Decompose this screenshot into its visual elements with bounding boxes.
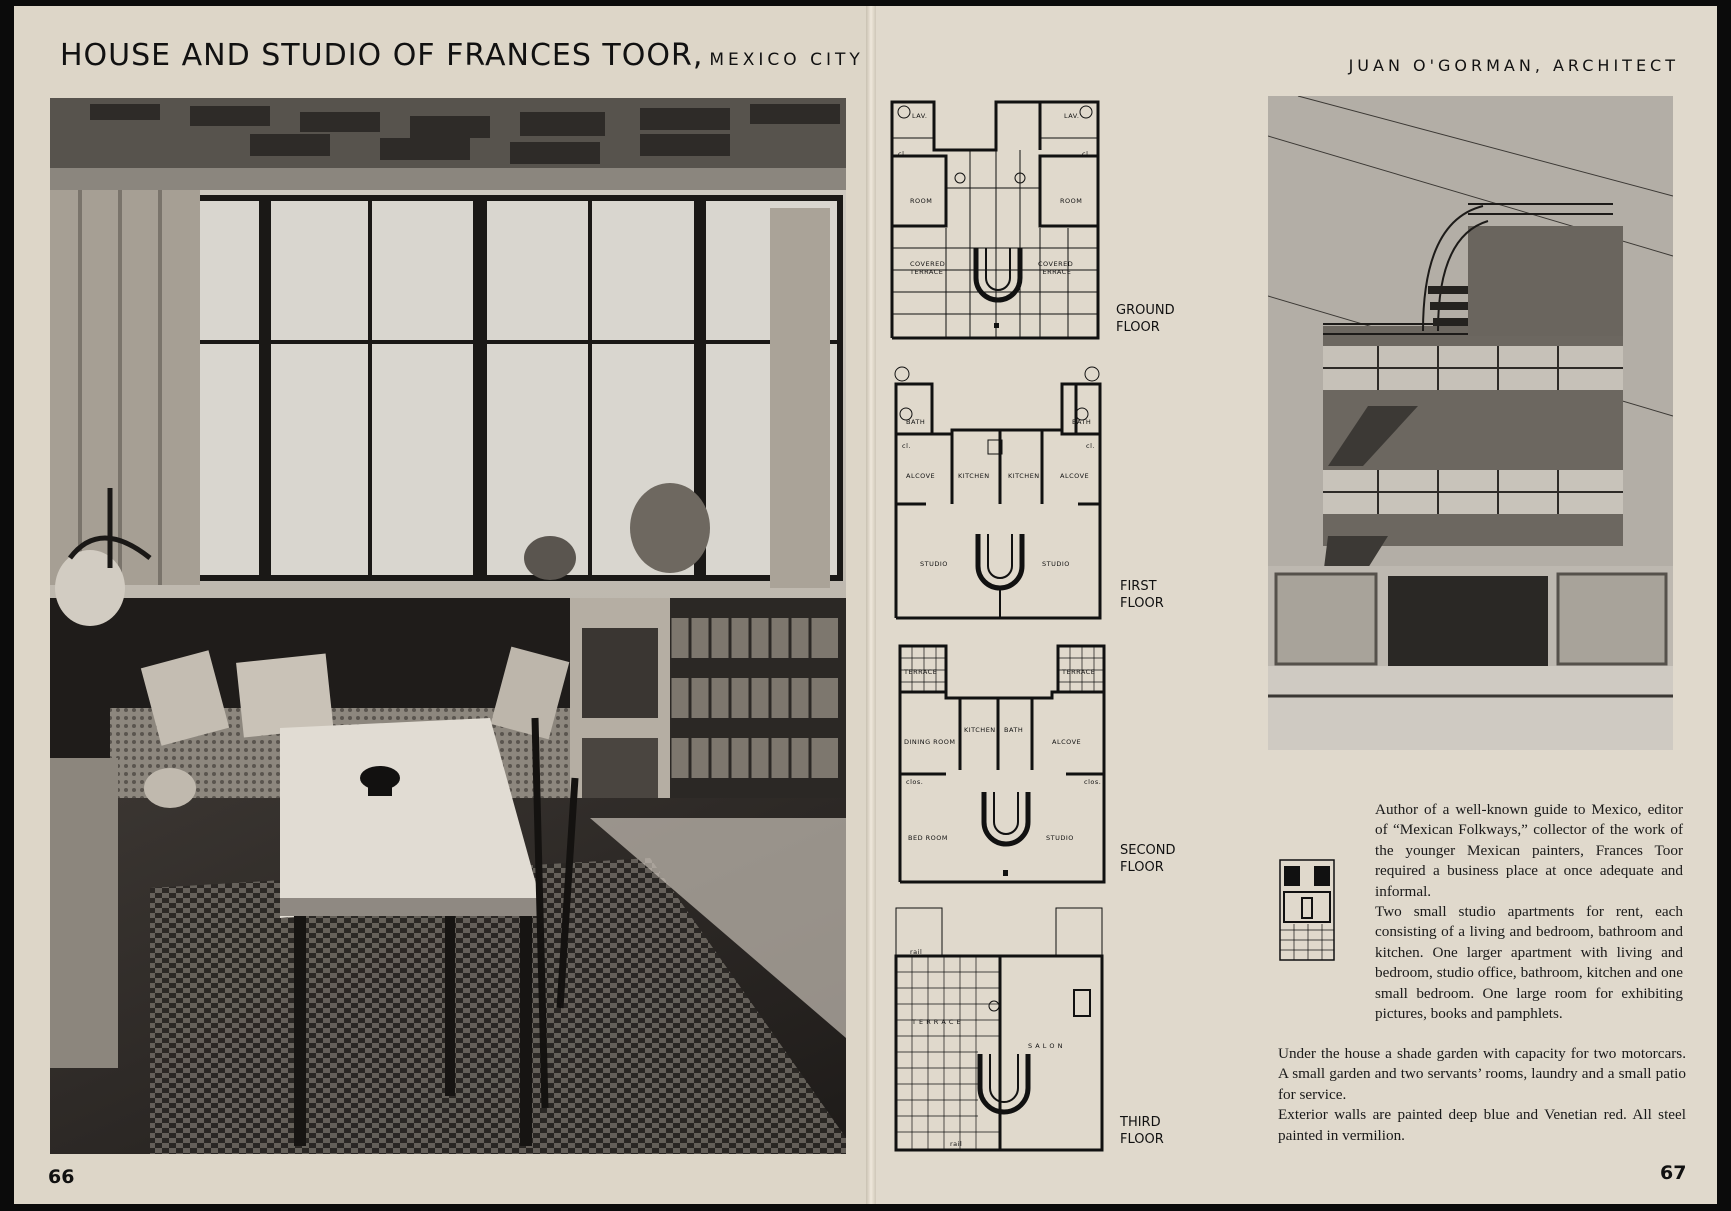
- plan-label-line1: FIRST: [1120, 579, 1157, 594]
- third-floor-plan: [890, 906, 1120, 1148]
- room-label: TERRACE: [1062, 668, 1096, 676]
- plan-label-line2: FLOOR: [1116, 320, 1160, 335]
- room-label: LAV.: [912, 112, 928, 120]
- plan-label-line2: FLOOR: [1120, 596, 1164, 611]
- room-label: STUDIO: [1046, 834, 1074, 842]
- room-label: clos.: [906, 778, 924, 786]
- room-label: BATH: [1072, 418, 1092, 426]
- page-number-left: 66: [48, 1166, 75, 1188]
- room-label: cl.: [1086, 442, 1095, 450]
- room-label: KITCHEN: [958, 472, 990, 480]
- room-label: ROOM: [910, 197, 933, 205]
- third-floor-label: [1120, 1114, 1210, 1148]
- room-label: LAV.: [1064, 112, 1080, 120]
- room-label: BATH: [906, 418, 926, 426]
- room-label: BED ROOM: [908, 834, 948, 842]
- description-paragraph: Under the house a shade garden with capacity for two motorcars. A small garden and two servants’ rooms, laundry and a small patio for service.: [1278, 1045, 1686, 1103]
- title-location: MEXICO CITY: [709, 50, 864, 70]
- description-paragraph: Two small studio apartments for rent, each consisting of a living and bedroom, bathroom and kitchen. One larger apartment with living and bedroom, studio office, bathroom, kitchen and one small bedroom. One large room for exhibiting pictures, books and pamphlets.: [1375, 903, 1683, 1023]
- first-floor-plan: [890, 364, 1120, 606]
- room-label: DINING ROOM: [904, 738, 956, 746]
- room-label: rail: [910, 948, 923, 956]
- room-label: STUDIO: [1042, 560, 1070, 568]
- room-label: S A L O N: [1028, 1042, 1063, 1050]
- interior-photo: [50, 98, 846, 1154]
- page-number-right: 67: [1660, 1162, 1687, 1184]
- room-label: COVERED: [1038, 260, 1074, 268]
- description-details: [1278, 1044, 1686, 1146]
- architect-credit: JUAN O'GORMAN, ARCHITECT: [1348, 56, 1679, 75]
- room-label: COVERED: [910, 260, 946, 268]
- room-label: cl.: [898, 150, 907, 158]
- plan-label-line1: THIRD: [1120, 1115, 1161, 1130]
- description-intro: [1375, 800, 1683, 1024]
- description-paragraph: Author of a well-known guide to Mexico, editor of “Mexican Folkways,” collector of the work of the younger Mexican painters, Frances Toor required a business place at once adequate and informal.: [1375, 801, 1683, 900]
- room-label: ROOM: [1060, 197, 1083, 205]
- room-label: cl.: [902, 442, 911, 450]
- room-label: clos.: [1084, 778, 1102, 786]
- room-label: T E R R A C E: [912, 1018, 962, 1026]
- room-label: TERRACE: [910, 268, 944, 276]
- article-title: [60, 38, 864, 73]
- plan-label-line1: GROUND: [1116, 303, 1175, 318]
- room-label: STUDIO: [920, 560, 948, 568]
- room-label: TERRACE: [904, 668, 938, 676]
- first-floor-label: [1120, 578, 1210, 612]
- second-floor-plan: [890, 644, 1120, 886]
- title-main: HOUSE AND STUDIO OF FRANCES TOOR,: [60, 38, 704, 73]
- room-label: TERRACE: [1038, 268, 1072, 276]
- plan-label-line2: FLOOR: [1120, 1132, 1164, 1147]
- plan-label-line2: FLOOR: [1120, 860, 1164, 875]
- exterior-photo: [1268, 96, 1673, 750]
- site-plan-thumbnail: [1278, 858, 1336, 962]
- room-label: KITCHEN: [1008, 472, 1040, 480]
- room-label: cl.: [1082, 150, 1091, 158]
- room-label: ALCOVE: [1060, 472, 1090, 480]
- description-paragraph: Exterior walls are painted deep blue and Venetian red. All steel painted in vermilion.: [1278, 1106, 1686, 1144]
- room-label: ALCOVE: [906, 472, 936, 480]
- room-label: KITCHEN: [964, 726, 996, 734]
- ground-floor-label: [1116, 302, 1206, 336]
- ground-floor-plan: [890, 98, 1120, 340]
- room-label: BATH: [1004, 726, 1024, 734]
- page-gutter: [866, 6, 876, 1204]
- room-label: rail: [950, 1140, 963, 1148]
- second-floor-label: [1120, 842, 1210, 876]
- room-label: ALCOVE: [1052, 738, 1082, 746]
- plan-label-line1: SECOND: [1120, 843, 1176, 858]
